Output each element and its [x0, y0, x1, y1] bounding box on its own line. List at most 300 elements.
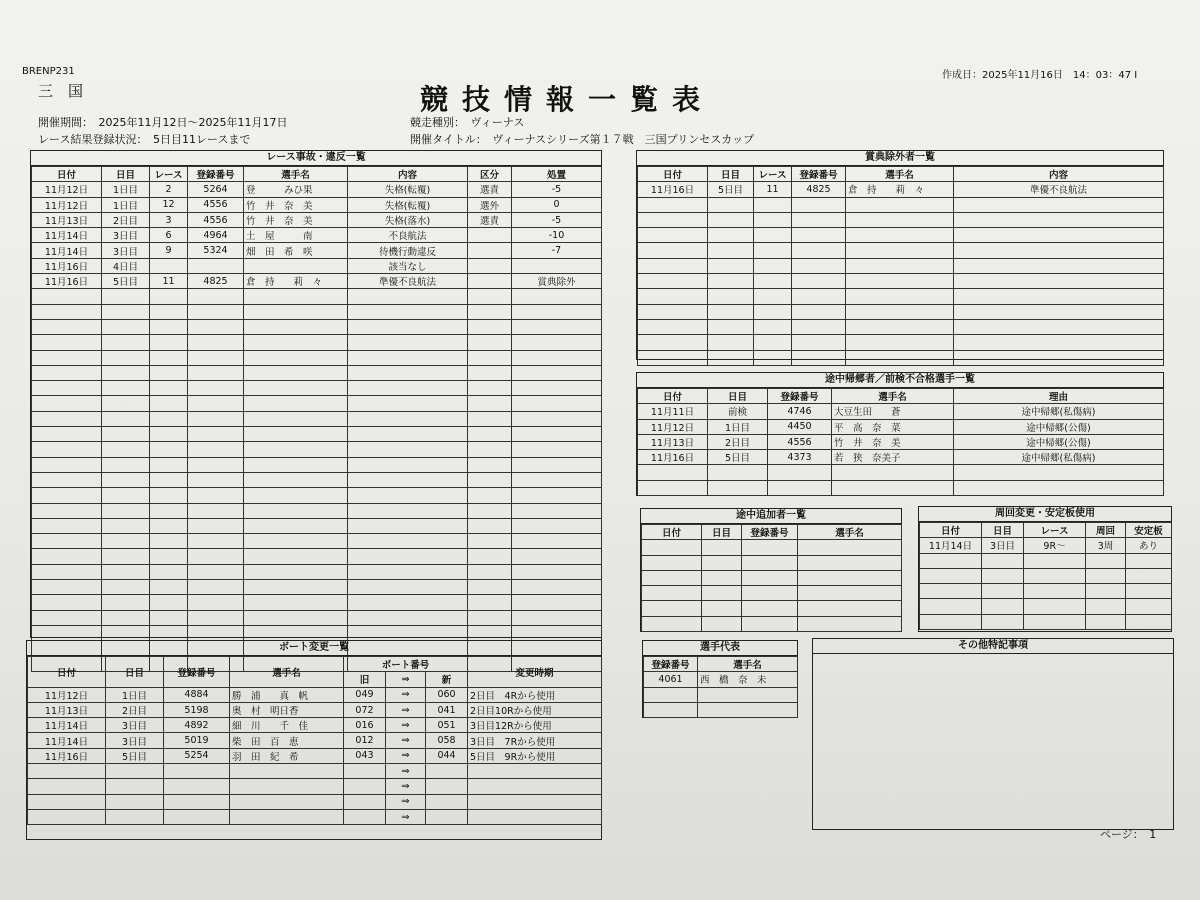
page-title: 競技情報一覧表: [420, 83, 715, 116]
table-row: [642, 540, 902, 555]
table-cell: [1086, 599, 1126, 614]
table-cell: [468, 488, 512, 503]
table-cell: [832, 480, 954, 495]
table-cell: [512, 258, 602, 273]
table-cell: [348, 396, 468, 411]
table-cell: [102, 580, 150, 595]
table-cell: 1日目: [106, 687, 164, 702]
table-cell: 畑 田 希 咲: [244, 243, 348, 258]
table-cell: [188, 304, 244, 319]
table-cell: [230, 809, 344, 824]
column-header: ボート番号: [344, 657, 468, 672]
column-header: 登録番号: [768, 389, 832, 404]
table-row: [32, 503, 602, 518]
table-cell: [754, 258, 792, 273]
table-cell: 3日目: [102, 228, 150, 243]
table-row: [32, 549, 602, 564]
table-cell: [244, 442, 348, 457]
table-cell: [468, 549, 512, 564]
table-cell: 11月16日: [28, 748, 106, 763]
table-row: [32, 258, 602, 273]
table-cell: [638, 243, 708, 258]
table-cell: 5日目 9Rから使用: [468, 748, 602, 763]
table-cell: [32, 472, 102, 487]
column-header: 内容: [348, 167, 468, 182]
table-cell: [512, 518, 602, 533]
table-cell: [846, 258, 954, 273]
column-header: レース: [1024, 523, 1086, 538]
laps-table: [919, 522, 1172, 630]
table-cell: 前検: [708, 404, 768, 419]
column-header: 日目: [982, 523, 1024, 538]
table-cell: [468, 335, 512, 350]
table-cell: [754, 335, 792, 350]
table-cell: [102, 289, 150, 304]
table-row: [32, 365, 602, 380]
table-cell: [798, 540, 902, 555]
table-cell: [982, 553, 1024, 568]
column-header: 選手名: [798, 525, 902, 540]
table-cell: 奥 村 明日香: [230, 702, 344, 717]
arrow-icon: ⇒: [386, 748, 426, 763]
table-cell: 平 高 奈 菜: [832, 419, 954, 434]
column-header: 区分: [468, 167, 512, 182]
table-cell: [512, 472, 602, 487]
table-row: [32, 289, 602, 304]
table-cell: [792, 228, 846, 243]
table-cell: [150, 289, 188, 304]
table-cell: [512, 411, 602, 426]
table-cell: [188, 503, 244, 518]
table-cell: 竹 井 奈 美: [832, 434, 954, 449]
table-cell: [188, 258, 244, 273]
table-cell: [188, 518, 244, 533]
table-row: [638, 228, 1164, 243]
table-cell: [954, 228, 1164, 243]
table-cell: 準優不良航法: [348, 274, 468, 289]
table-cell: [742, 570, 798, 585]
table-row: [638, 274, 1164, 289]
table-cell: [164, 794, 230, 809]
accidents-title: レース事故・違反一覧: [31, 151, 601, 166]
table-cell: [954, 304, 1164, 319]
table-cell: 11月16日: [638, 450, 708, 465]
table-cell: 11月14日: [32, 228, 102, 243]
table-cell: [798, 570, 902, 585]
table-cell: 2日目10Rから使用: [468, 702, 602, 717]
table-row: [28, 702, 602, 717]
table-cell: [798, 586, 902, 601]
table-cell: [1024, 599, 1086, 614]
table-cell: [468, 764, 602, 779]
column-header: 処置: [512, 167, 602, 182]
table-row: [32, 319, 602, 334]
arrow-icon: ⇒: [386, 702, 426, 717]
table-row: [638, 319, 1164, 334]
table-cell: [230, 779, 344, 794]
table-cell: [102, 625, 150, 640]
table-row: [644, 687, 798, 702]
table-cell: [954, 289, 1164, 304]
table-cell: [188, 396, 244, 411]
table-cell: [244, 549, 348, 564]
added-table: [641, 524, 902, 632]
table-cell: [32, 518, 102, 533]
table-cell: [32, 396, 102, 411]
table-cell: [32, 625, 102, 640]
table-row: [32, 534, 602, 549]
table-cell: [348, 427, 468, 442]
table-cell: [920, 599, 982, 614]
table-row: [28, 794, 602, 809]
table-cell: [642, 586, 702, 601]
table-cell: 5198: [164, 702, 230, 717]
table-row: [28, 718, 602, 733]
table-cell: [102, 350, 150, 365]
table-cell: [32, 319, 102, 334]
table-cell: 11: [754, 182, 792, 197]
table-cell: [188, 564, 244, 579]
table-cell: [638, 319, 708, 334]
table-cell: 11: [150, 274, 188, 289]
table-cell: [708, 212, 754, 227]
table-cell: [32, 488, 102, 503]
table-cell: 失格(落水): [348, 212, 468, 227]
table-cell: [832, 465, 954, 480]
table-cell: 3: [150, 212, 188, 227]
table-cell: [468, 411, 512, 426]
table-cell: [102, 457, 150, 472]
withdrawn-title: 途中帰郷者／前検不合格選手一覧: [637, 373, 1163, 388]
table-cell: [344, 764, 386, 779]
column-header: 旧: [344, 672, 386, 687]
column-header: 変更時期: [468, 657, 602, 688]
table-cell: [982, 599, 1024, 614]
table-cell: 1日目: [708, 419, 768, 434]
arrow-icon: ⇒: [386, 718, 426, 733]
table-cell: [742, 555, 798, 570]
table-cell: [348, 289, 468, 304]
created-at: 作成日：2025年11月16日 14：03：47 I: [942, 70, 1138, 81]
table-row: [920, 553, 1172, 568]
column-header: 日付: [642, 525, 702, 540]
table-cell: [512, 534, 602, 549]
column-header: レース: [754, 167, 792, 182]
table-cell: [792, 243, 846, 258]
table-cell: [642, 601, 702, 616]
table-cell: [468, 610, 512, 625]
table-row: [32, 182, 602, 197]
table-cell: 不良航法: [348, 228, 468, 243]
table-cell: [512, 625, 602, 640]
table-cell: 11月13日: [638, 434, 708, 449]
table-cell: 11月12日: [32, 182, 102, 197]
table-cell: 2日目 4Rから使用: [468, 687, 602, 702]
table-cell: [920, 584, 982, 599]
column-header: 日目: [708, 167, 754, 182]
table-cell: 失格(転覆): [348, 182, 468, 197]
table-cell: 選責: [468, 212, 512, 227]
table-cell: [638, 304, 708, 319]
excluded-table: [637, 166, 1164, 366]
table-cell: [244, 381, 348, 396]
table-cell: [468, 289, 512, 304]
table-cell: [150, 396, 188, 411]
laps-title: 周回変更・安定板使用: [919, 507, 1171, 522]
added-title: 途中追加者一覧: [641, 509, 901, 524]
table-cell: [954, 197, 1164, 212]
table-cell: [792, 274, 846, 289]
table-cell: [32, 580, 102, 595]
table-cell: [1126, 553, 1172, 568]
race-type: 競走種別： ヴィーナス: [410, 116, 525, 129]
table-row: [638, 212, 1164, 227]
table-cell: 11月14日: [32, 243, 102, 258]
table-cell: [754, 228, 792, 243]
table-cell: [102, 335, 150, 350]
table-row: [32, 472, 602, 487]
table-cell: [846, 274, 954, 289]
column-header: 安定板: [1126, 523, 1172, 538]
table-cell: [32, 411, 102, 426]
table-cell: [642, 540, 702, 555]
table-cell: [348, 442, 468, 457]
table-cell: [426, 779, 468, 794]
table-cell: [348, 319, 468, 334]
table-cell: [348, 350, 468, 365]
table-cell: [708, 465, 768, 480]
column-header: 新: [426, 672, 468, 687]
table-cell: [188, 411, 244, 426]
table-cell: [348, 610, 468, 625]
table-cell: [348, 518, 468, 533]
table-cell: 4556: [188, 197, 244, 212]
table-cell: [468, 809, 602, 824]
table-cell: [150, 534, 188, 549]
table-cell: [468, 427, 512, 442]
table-cell: 11月16日: [638, 182, 708, 197]
table-cell: -5: [512, 212, 602, 227]
table-cell: [846, 319, 954, 334]
table-cell: [32, 564, 102, 579]
table-cell: [32, 595, 102, 610]
table-cell: [954, 274, 1164, 289]
table-cell: [188, 365, 244, 380]
table-cell: [102, 319, 150, 334]
table-cell: [344, 809, 386, 824]
table-row: [920, 568, 1172, 583]
table-cell: 1日目: [102, 182, 150, 197]
table-cell: [348, 503, 468, 518]
table-cell: [102, 534, 150, 549]
table-cell: [754, 319, 792, 334]
table-cell: 4061: [644, 672, 698, 687]
table-cell: [348, 472, 468, 487]
table-row: [920, 584, 1172, 599]
table-cell: [150, 442, 188, 457]
table-cell: [638, 274, 708, 289]
table-row: [638, 304, 1164, 319]
table-cell: [32, 457, 102, 472]
table-cell: [188, 488, 244, 503]
table-cell: [708, 289, 754, 304]
table-cell: 羽 田 紀 希: [230, 748, 344, 763]
table-cell: [792, 319, 846, 334]
table-cell: [150, 488, 188, 503]
table-cell: [954, 465, 1164, 480]
table-cell: [512, 610, 602, 625]
table-cell: 選責: [468, 182, 512, 197]
table-cell: [638, 350, 708, 365]
table-cell: [702, 540, 742, 555]
table-cell: [244, 518, 348, 533]
table-row: [32, 228, 602, 243]
table-cell: [32, 350, 102, 365]
substitute-title: 選手代表: [643, 641, 797, 656]
table-row: [638, 289, 1164, 304]
table-cell: [244, 319, 348, 334]
table-row: [32, 518, 602, 533]
table-cell: 細 川 千 佳: [230, 718, 344, 733]
table-row: [638, 434, 1164, 449]
table-cell: [468, 457, 512, 472]
table-cell: 11月12日: [638, 419, 708, 434]
table-cell: あり: [1126, 538, 1172, 553]
table-cell: [348, 549, 468, 564]
table-row: [32, 488, 602, 503]
table-cell: [512, 396, 602, 411]
table-cell: [188, 350, 244, 365]
table-cell: [28, 764, 106, 779]
table-row: [638, 404, 1164, 419]
arrow-icon: ⇒: [386, 794, 426, 809]
table-cell: 4556: [188, 212, 244, 227]
table-cell: -5: [512, 182, 602, 197]
column-header: 選手名: [846, 167, 954, 182]
table-row: [642, 616, 902, 631]
column-header: 登録番号: [188, 167, 244, 182]
withdrawn-table: [637, 388, 1164, 496]
column-header: 内容: [954, 167, 1164, 182]
table-cell: [150, 610, 188, 625]
table-row: [28, 687, 602, 702]
table-cell: 5日目: [106, 748, 164, 763]
table-cell: [150, 304, 188, 319]
table-row: [638, 480, 1164, 495]
table-cell: [32, 610, 102, 625]
table-cell: [188, 381, 244, 396]
table-cell: [468, 564, 512, 579]
table-cell: [348, 335, 468, 350]
table-cell: [468, 518, 512, 533]
column-header: 登録番号: [644, 657, 698, 672]
table-row: [644, 702, 798, 717]
table-cell: [982, 614, 1024, 629]
table-cell: [846, 243, 954, 258]
arrow-icon: ⇒: [386, 687, 426, 702]
column-header: 日目: [106, 657, 164, 688]
table-cell: [244, 335, 348, 350]
table-cell: [468, 625, 512, 640]
table-cell: 3周: [1086, 538, 1126, 553]
table-cell: [512, 580, 602, 595]
table-cell: [348, 564, 468, 579]
table-cell: [468, 365, 512, 380]
table-cell: [28, 794, 106, 809]
table-cell: 勝 浦 真 帆: [230, 687, 344, 702]
column-header: ⇒: [386, 672, 426, 687]
table-cell: [230, 764, 344, 779]
table-cell: [150, 595, 188, 610]
table-row: [32, 304, 602, 319]
table-cell: [348, 381, 468, 396]
table-row: [32, 396, 602, 411]
table-cell: [348, 534, 468, 549]
table-cell: [512, 319, 602, 334]
column-header: 選手名: [832, 389, 954, 404]
table-cell: [754, 274, 792, 289]
table-cell: 待機行動違反: [348, 243, 468, 258]
table-cell: 6: [150, 228, 188, 243]
table-cell: [708, 480, 768, 495]
table-cell: 3日目12Rから使用: [468, 718, 602, 733]
table-cell: [708, 228, 754, 243]
table-cell: 倉 持 莉 々: [244, 274, 348, 289]
table-cell: [106, 764, 164, 779]
withdrawn-section: [636, 372, 1164, 496]
table-cell: [32, 549, 102, 564]
table-cell: 4892: [164, 718, 230, 733]
table-cell: 041: [426, 702, 468, 717]
table-cell: [32, 365, 102, 380]
table-cell: [244, 580, 348, 595]
table-cell: 11月14日: [28, 733, 106, 748]
table-cell: [954, 243, 1164, 258]
table-cell: -10: [512, 228, 602, 243]
table-cell: 竹 井 奈 美: [244, 212, 348, 227]
excluded-section: [636, 150, 1164, 360]
table-cell: [846, 228, 954, 243]
table-cell: [708, 350, 754, 365]
table-cell: [698, 702, 798, 717]
table-cell: 11月11日: [638, 404, 708, 419]
table-row: [28, 764, 602, 779]
table-cell: [188, 427, 244, 442]
header-row: [28, 657, 602, 672]
arrow-icon: ⇒: [386, 779, 426, 794]
table-cell: [344, 779, 386, 794]
table-cell: [244, 534, 348, 549]
accidents-table: [31, 166, 602, 672]
table-cell: [468, 580, 512, 595]
table-cell: [244, 427, 348, 442]
table-cell: [244, 610, 348, 625]
table-cell: 西 橋 奈 未: [698, 672, 798, 687]
table-cell: [102, 549, 150, 564]
table-cell: [954, 480, 1164, 495]
table-cell: 11月12日: [28, 687, 106, 702]
table-cell: [188, 457, 244, 472]
table-cell: [702, 586, 742, 601]
table-cell: [102, 610, 150, 625]
table-row: [32, 411, 602, 426]
table-cell: [742, 601, 798, 616]
table-cell: [150, 411, 188, 426]
table-row: [28, 733, 602, 748]
boat-title: ボート変更一覧: [27, 641, 601, 656]
table-row: [920, 538, 1172, 553]
table-cell: [512, 595, 602, 610]
